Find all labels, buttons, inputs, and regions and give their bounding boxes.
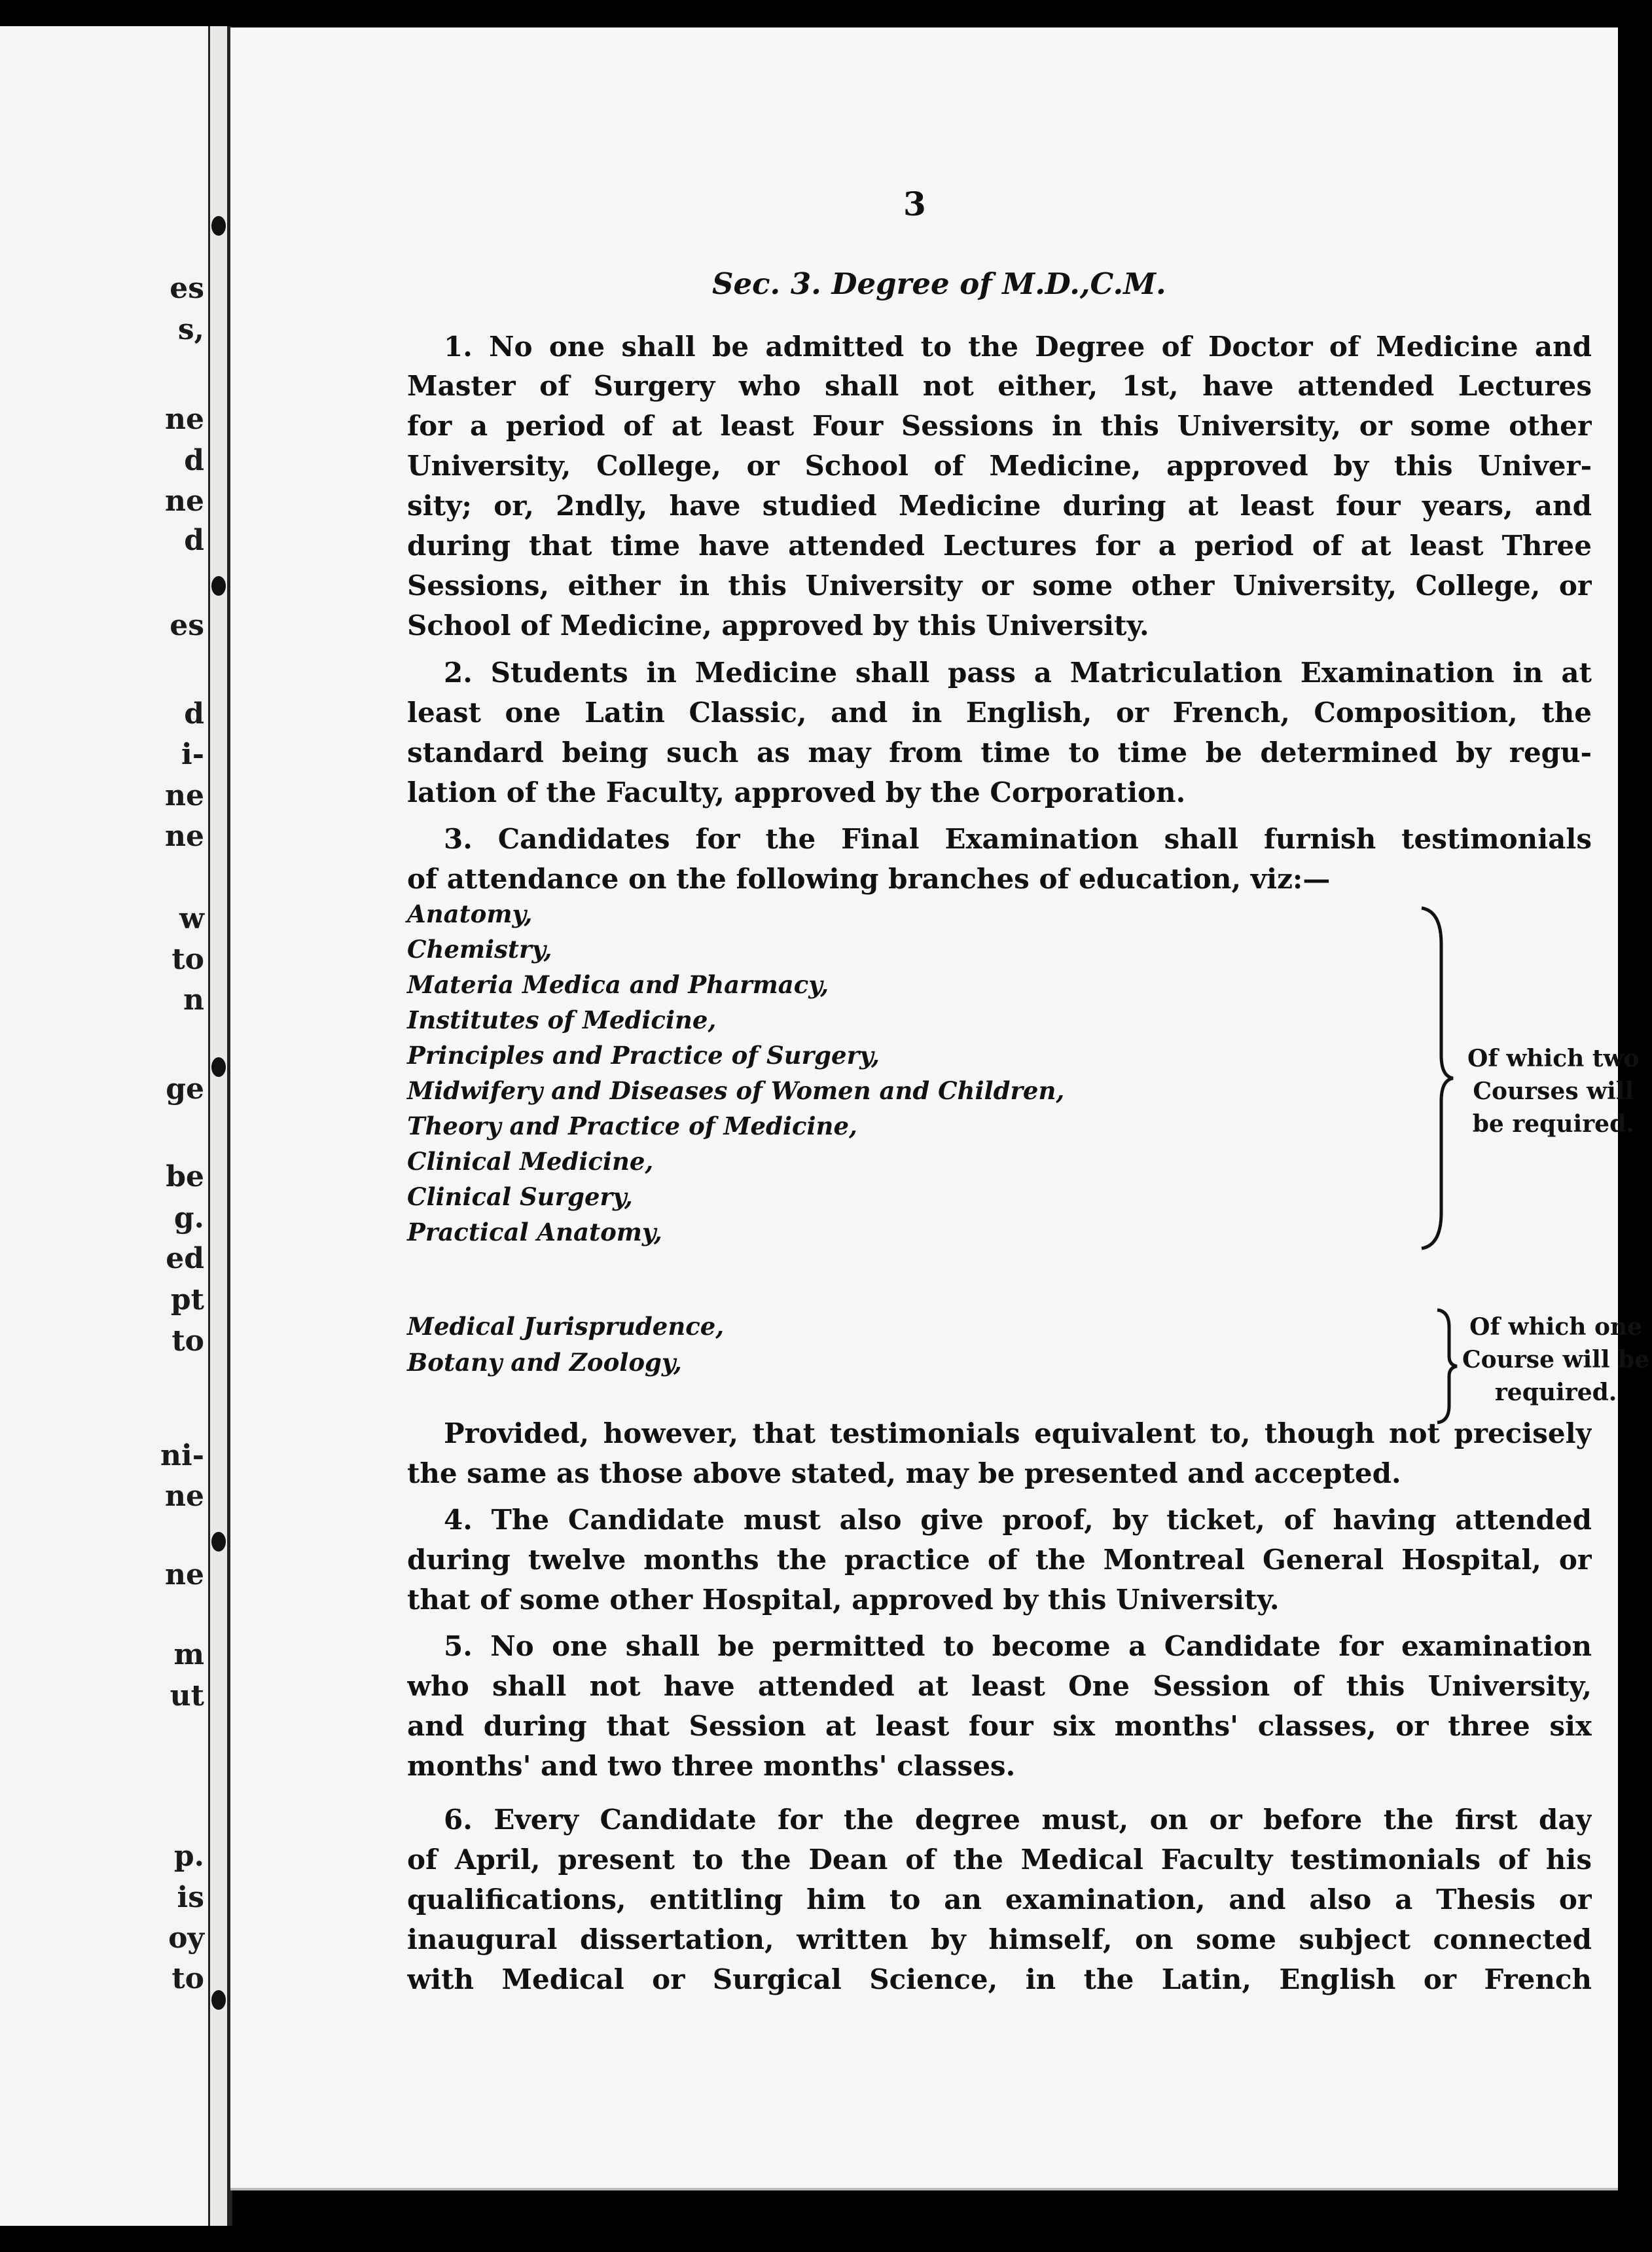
- note-line: be required.: [1472, 1110, 1634, 1138]
- fragment-text: to: [171, 943, 204, 976]
- section-heading: Sec. 3. Degree of M.D.,C.M.: [712, 266, 1166, 301]
- body-line: 3. Candidates for the Final Examination shall furnish testimonials: [444, 823, 1592, 855]
- branch-item: Principles and Practice of Surgery,: [407, 1041, 880, 1070]
- fragment-text: m: [173, 1638, 204, 1671]
- body-line: that of some other Hospital, approved by this University.: [407, 1584, 1280, 1616]
- body-line: 6. Every Candidate for the degree must, on or before the first day: [444, 1804, 1592, 1836]
- body-line: School of Medicine, approved by this University.: [407, 609, 1149, 642]
- body-line: sity; or, 2ndly, have studied Medicine during at least four years, and: [407, 490, 1592, 522]
- document-page: [230, 27, 1650, 2190]
- fragment-text: is: [177, 1881, 204, 1914]
- brace-group1: [1415, 905, 1454, 1252]
- note-group2: [1462, 1311, 1649, 1409]
- fragment-text: oy: [168, 1921, 204, 1955]
- body-line: 1. No one shall be admitted to the Degree of Doctor of Medicine and: [444, 331, 1592, 363]
- body-line: University, College, or School of Medicine, approved by this Univer-: [407, 450, 1592, 482]
- body-line: and during that Session at least four six months' classes, or three six: [407, 1710, 1592, 1742]
- branch-item: Institutes of Medicine,: [407, 1006, 717, 1034]
- fragment-text: d: [184, 697, 204, 731]
- fragment-text: i-: [181, 738, 204, 771]
- fragment-text: ed: [166, 1242, 204, 1275]
- fragment-text: ne: [165, 779, 204, 812]
- fragment-text: ne: [165, 484, 204, 518]
- branch-item: Materia Medica and Pharmacy,: [407, 970, 829, 999]
- fragment-text: ut: [170, 1679, 204, 1713]
- fragment-text: es: [170, 272, 204, 305]
- page-number: 3: [903, 185, 926, 223]
- note-line: required.: [1494, 1379, 1617, 1406]
- body-line: standard being such as may from time to time be determined by regu-: [407, 736, 1592, 769]
- fragment-text: g.: [173, 1201, 204, 1235]
- body-line: the same as those above stated, may be presented and accepted.: [407, 1457, 1401, 1489]
- branch-item: Practical Anatomy,: [407, 1218, 662, 1246]
- fragment-text: ge: [166, 1072, 204, 1106]
- body-line: who shall not have attended at least One Session of this University,: [407, 1670, 1592, 1702]
- binding-thread: [211, 1990, 226, 2010]
- body-line: 2. Students in Medicine shall pass a Matriculation Examination in at: [444, 657, 1592, 689]
- fragment-text: ni-: [160, 1439, 204, 1472]
- fragment-text: s,: [177, 313, 204, 346]
- body-line: during that time have attended Lectures for a period of at least Three: [407, 530, 1592, 562]
- binding-strip: [208, 26, 232, 2226]
- fragment-text: d: [184, 444, 204, 477]
- binding-thread: [211, 1532, 226, 1552]
- body-line: Sessions, either in this University or some other University, College, or: [407, 570, 1592, 602]
- brace-group2: [1433, 1307, 1460, 1425]
- binding-thread: [211, 576, 226, 596]
- note-line: Of which one: [1469, 1313, 1643, 1341]
- branch-item: Clinical Medicine,: [407, 1147, 654, 1176]
- body-line: months' and two three months' classes.: [407, 1750, 1016, 1782]
- note-line: Of which two: [1467, 1045, 1640, 1072]
- branch-item: Botany and Zoology,: [407, 1348, 682, 1377]
- fragment-text: ne: [165, 1480, 204, 1513]
- body-line: least one Latin Classic, and in English, or French, Composition, the: [407, 697, 1592, 729]
- body-line: lation of the Faculty, approved by the Corporation.: [407, 776, 1186, 808]
- previous-page-edge: [0, 26, 208, 2226]
- note-group1: [1467, 1042, 1639, 1140]
- body-line: for a period of at least Four Sessions in this University, or some other: [407, 410, 1592, 442]
- branch-item: Clinical Surgery,: [407, 1182, 633, 1211]
- fragment-text: ne: [165, 820, 204, 853]
- body-line: 4. The Candidate must also give proof, by ticket, of having attended: [444, 1504, 1592, 1536]
- fragment-text: to: [171, 1962, 204, 1995]
- fragment-text: es: [170, 609, 204, 642]
- note-line: Courses will: [1473, 1078, 1634, 1105]
- binding-thread: [211, 216, 226, 236]
- branch-item: Midwifery and Diseases of Women and Children,: [407, 1076, 1065, 1105]
- previous-page-fragments: [0, 26, 208, 2226]
- branch-item: Medical Jurisprudence,: [407, 1312, 725, 1341]
- body-line: qualifications, entitling him to an examination, and also a Thesis or: [407, 1883, 1592, 1916]
- binding-thread: [211, 1057, 226, 1077]
- fragment-text: pt: [170, 1283, 204, 1317]
- fragment-text: n: [183, 983, 204, 1017]
- fragment-text: d: [184, 524, 204, 557]
- branch-item: Chemistry,: [407, 935, 552, 964]
- branch-item: Theory and Practice of Medicine,: [407, 1112, 857, 1140]
- body-line: 5. No one shall be permitted to become a Candidate for examination: [444, 1630, 1592, 1662]
- body-line: Master of Surgery who shall not either, 1st, have attended Lectures: [407, 370, 1592, 402]
- fragment-text: ne: [165, 403, 204, 436]
- body-line: Provided, however, that testimonials equivalent to, though not precisely: [444, 1417, 1592, 1449]
- fragment-text: w: [179, 902, 204, 935]
- fragment-text: p.: [173, 1840, 204, 1873]
- branch-item: Anatomy,: [407, 899, 533, 928]
- body-line: of April, present to the Dean of the Medical Faculty testimonials of his: [407, 1843, 1592, 1876]
- note-line: Course will be: [1462, 1346, 1650, 1373]
- fragment-text: ne: [165, 1558, 204, 1591]
- fragment-text: be: [166, 1160, 204, 1193]
- body-line: during twelve months the practice of the Montreal General Hospital, or: [407, 1544, 1592, 1576]
- fragment-text: to: [171, 1324, 204, 1358]
- body-line: inaugural dissertation, written by himself, on some subject connected: [407, 1923, 1592, 1955]
- body-line: of attendance on the following branches of education, viz:—: [407, 863, 1331, 895]
- body-line: with Medical or Surgical Science, in the Latin, English or French: [407, 1963, 1592, 1995]
